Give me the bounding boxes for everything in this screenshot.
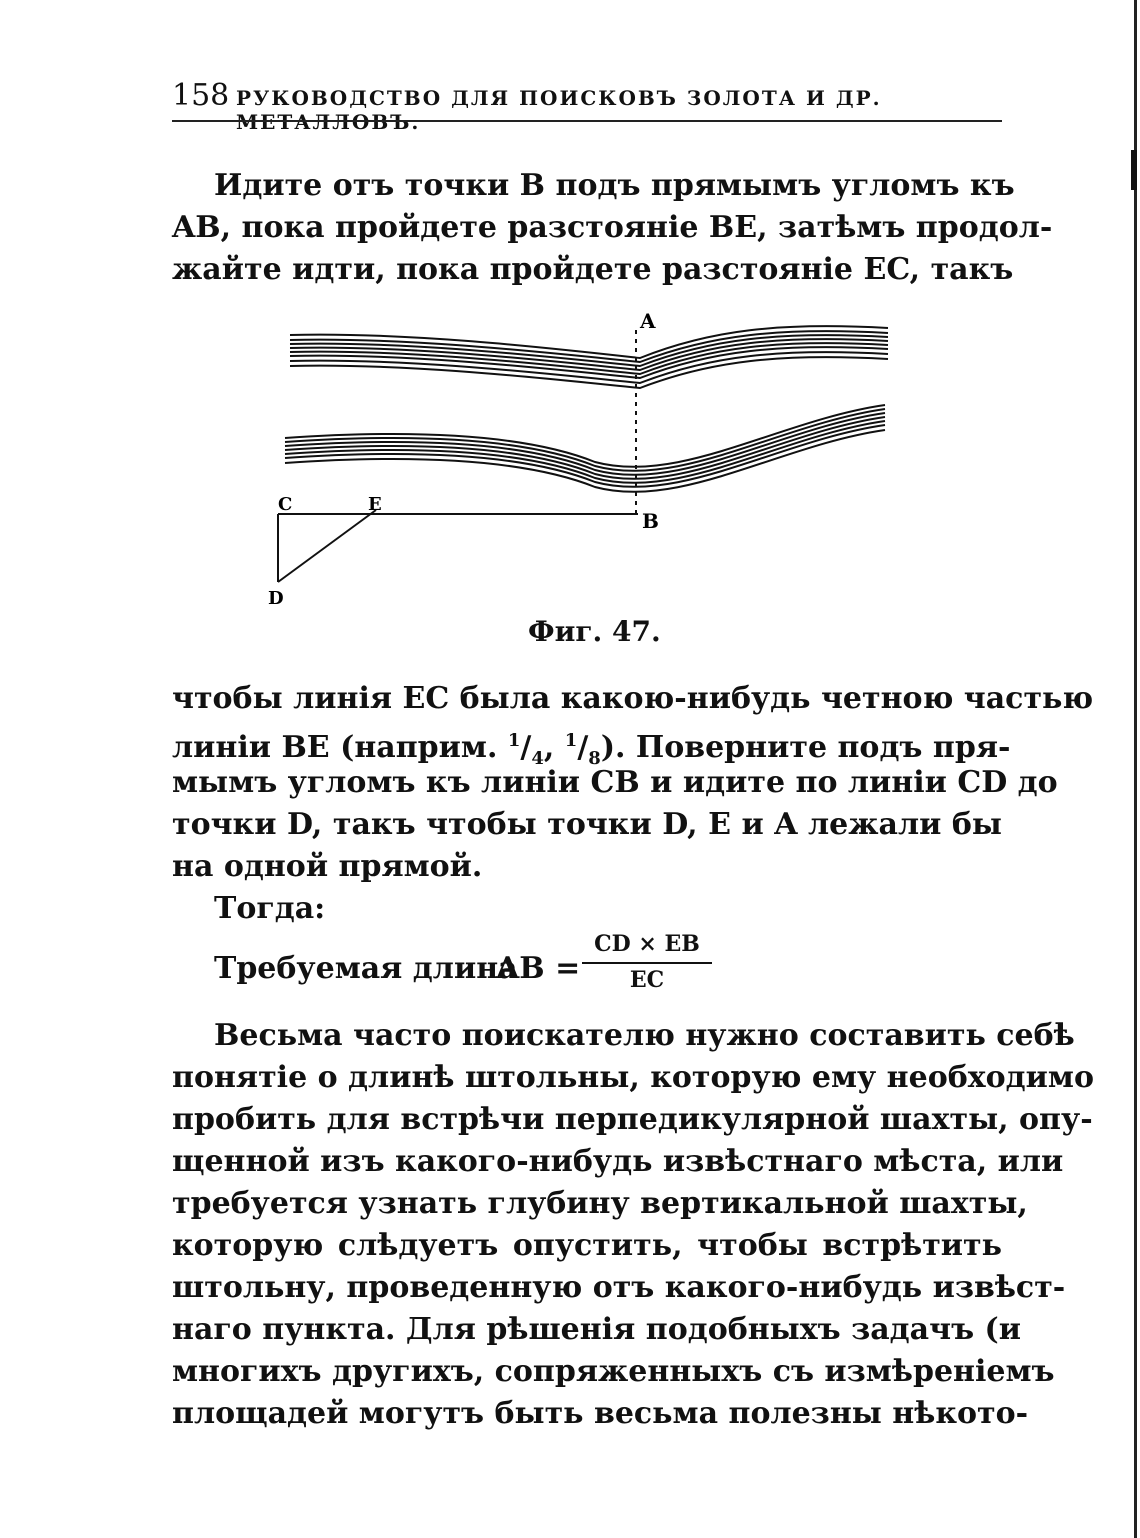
text-fragment: ). Поверните подъ пря- xyxy=(600,730,1011,765)
formula-fraction xyxy=(582,930,712,1002)
fraction-numerator: 1 xyxy=(564,730,578,751)
text-line: требуется узнать глубину вертикальной шахты, xyxy=(172,1186,1028,1221)
page-edge-mark xyxy=(1131,150,1137,190)
label-d: D xyxy=(268,588,284,609)
running-title: РУКОВОДСТВО ДЛЯ ПОИСКОВЪ ЗОЛОТА И ДР. МЕТАЛЛОВЪ. xyxy=(236,86,882,134)
formula-denominator: EC xyxy=(629,967,665,993)
text-line: которую слѣдуетъ опустить, чтобы встрѣтить xyxy=(172,1228,1002,1263)
text-line: штольну, проведенную отъ какого-нибудь извѣст- xyxy=(172,1270,1066,1305)
upper-strata xyxy=(290,326,888,388)
label-c: C xyxy=(278,494,293,515)
text-line: жайте идти, пока пройдете разстояніе EC, такъ xyxy=(172,252,1014,287)
text-line: многихъ другихъ, сопряженныхъ съ измѣреніемъ xyxy=(172,1354,1055,1389)
text-line: Весьма часто поискателю нужно составить себѣ xyxy=(214,1018,1075,1053)
label-e: E xyxy=(368,494,382,515)
text-line: на одной прямой. xyxy=(172,849,483,884)
paragraph-2 xyxy=(172,678,1094,888)
text-line: понятіе о длинѣ штольны, которую ему необходимо xyxy=(172,1060,1094,1095)
text-line: AB, пока пройдете разстояніе BE, затѣмъ продол- xyxy=(172,210,1053,245)
paragraph-3 xyxy=(172,1015,1094,1435)
paragraph-1 xyxy=(172,165,1053,291)
page-header xyxy=(172,78,1002,134)
fraction-bar xyxy=(582,962,712,964)
formula-numerator: CD × EB xyxy=(594,931,700,957)
text-line: пробить для встрѣчи перпедикулярной шахты, опу- xyxy=(172,1102,1093,1137)
fraction-denominator: 8 xyxy=(588,748,601,769)
text-line: наго пункта. Для рѣшенія подобныхъ задачъ (и xyxy=(172,1312,1021,1347)
togda-label: Тогда: xyxy=(214,891,326,926)
figure-caption: Фиг. 47. xyxy=(528,615,661,648)
label-b: B xyxy=(642,509,659,533)
text-line: точки D, такъ чтобы точки D, E и A лежали бы xyxy=(172,807,1002,842)
text-line: щенной изъ какого-нибудь извѣстнаго мѣста, или xyxy=(172,1144,1064,1179)
text-line-with-fractions: линіи BE (наприм. $^1/_4$, $^1/_8$). Поверните подъ пря- xyxy=(172,730,1011,769)
line-de xyxy=(278,510,376,582)
text-fragment: линіи BE (наприм. xyxy=(172,730,508,765)
fraction-numerator: 1 xyxy=(507,730,521,751)
text-line: площадей могутъ быть весьма полезны нѣкото- xyxy=(172,1396,1029,1431)
formula-label: Требуемая длина xyxy=(214,951,518,986)
fraction-denominator: 4 xyxy=(531,748,544,769)
text-line: мымъ угломъ къ линіи CB и идите по линіи CD до xyxy=(172,765,1058,800)
figure-47 xyxy=(260,300,900,620)
text-fragment: , xyxy=(543,730,565,765)
text-line: Идите отъ точки B подъ прямымъ угломъ къ xyxy=(214,168,1015,203)
label-a: A xyxy=(640,309,656,333)
header-rule xyxy=(172,120,1002,122)
page-number: 158 xyxy=(172,78,230,113)
text-line: чтобы линія EC была какою-нибудь четною частью xyxy=(172,681,1094,716)
lower-strata xyxy=(285,405,885,492)
page-edge xyxy=(1134,0,1137,1538)
formula-lhs: AB = xyxy=(496,951,581,986)
